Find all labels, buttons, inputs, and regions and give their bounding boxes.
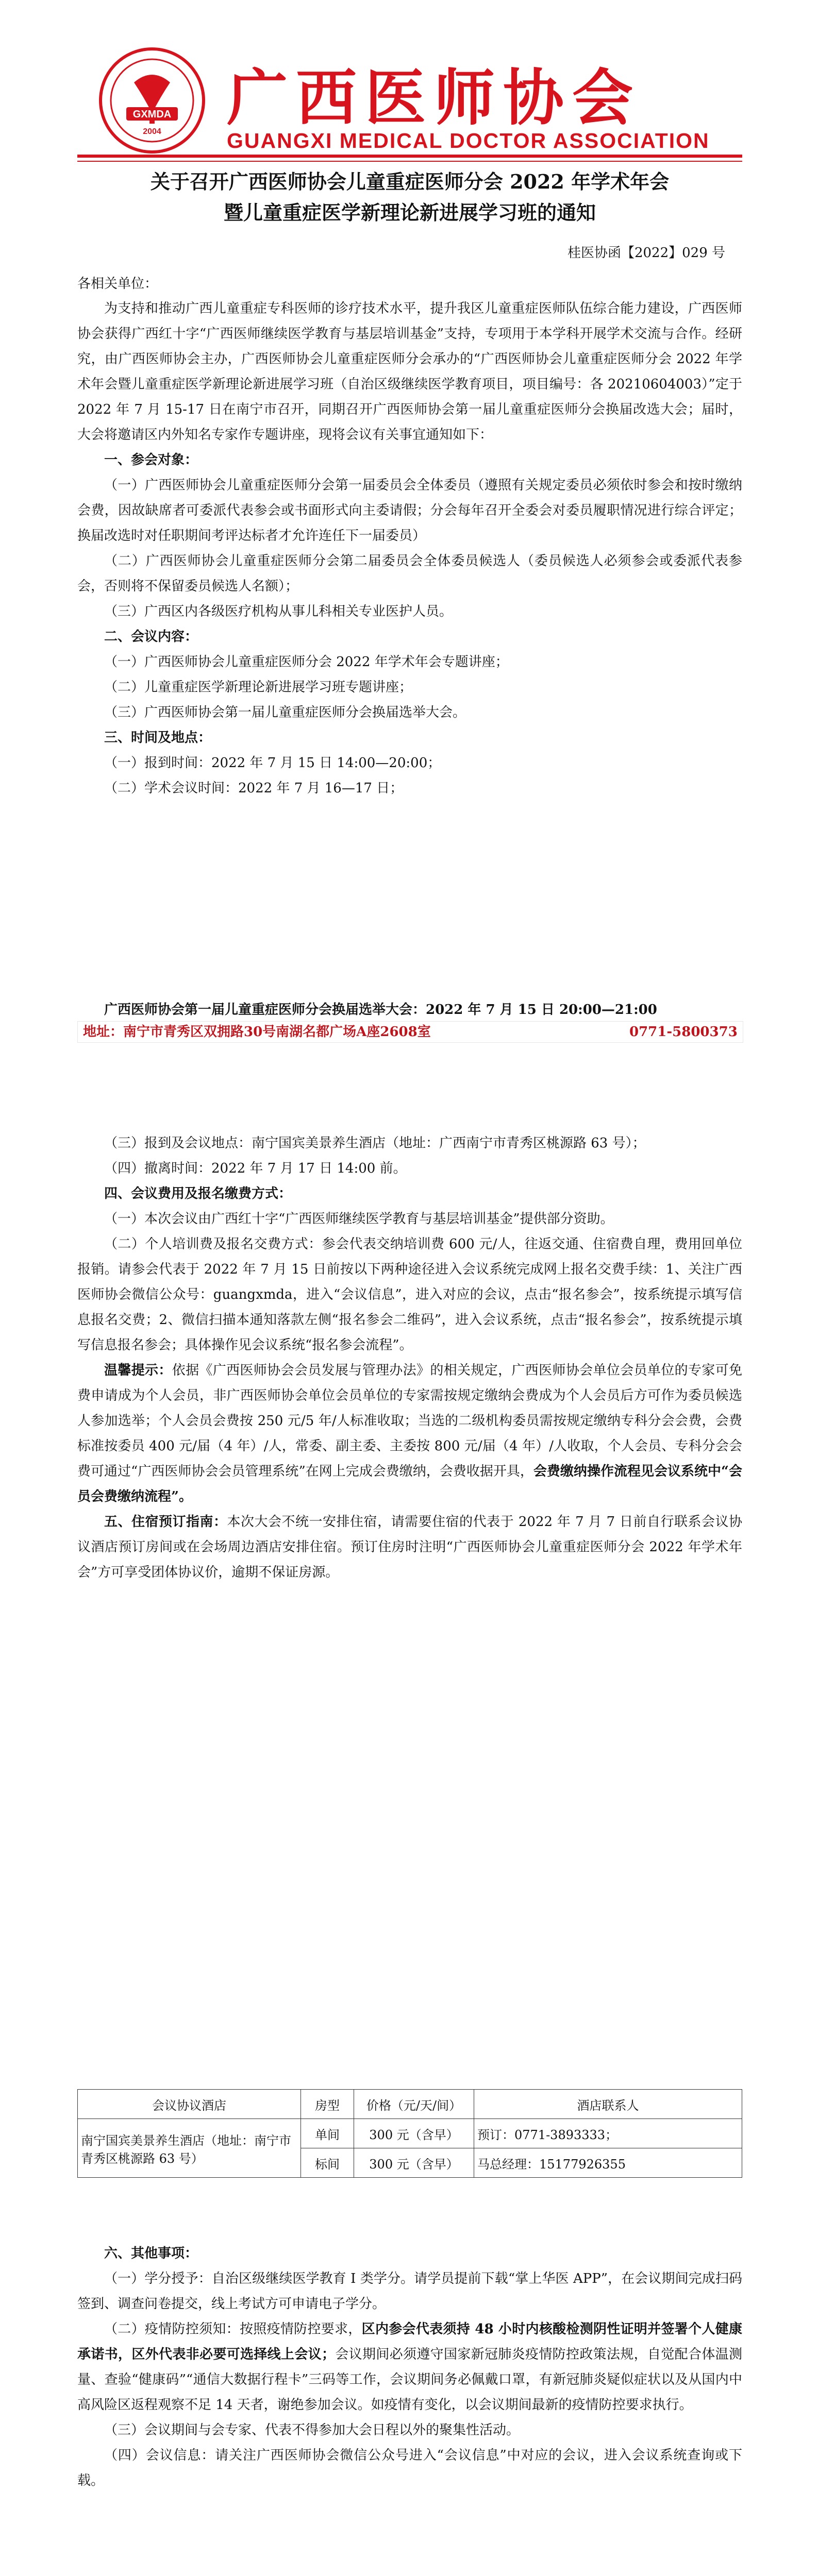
- price-cell: 300 元（含早）: [354, 2119, 474, 2148]
- attendee-item: （一）广西医师协会儿童重症医师分会第一届委员会全体委员（遵照有关规定委员必须依时参会和按时缴纳会费，因故缺席者可委派代表参会或书面形式向主委请假；分会每年召开全委会对委员履职情况进行综合评定；换届改选时对任职期间考评达标者才允许连任下一届委员）: [77, 478, 742, 544]
- credit-paragraph: （一）学分授予：自治区级继续医学教育 I 类学分。请学员提前下载“掌上华医 APP”，在会议期间完成扫码签到、调查问卷提交，线上考试方可申请电子学分。: [77, 2271, 742, 2312]
- table-header: 会议协议酒店: [78, 2090, 301, 2119]
- room-type-cell: 标间: [301, 2148, 354, 2178]
- title-line-2: 暨儿童重症医学新理论新进展学习班的通知: [223, 201, 596, 224]
- org-name-cn: 广西医师协会: [227, 62, 642, 133]
- section-heading-time-place: 三、时间及地点：: [104, 730, 212, 745]
- place-item: （三）报到及会议地点：南宁国宾美景养生酒店（地址：广西南宁市青秀区桃源路 63 号）；: [104, 1136, 646, 1151]
- election-phone: 0771-5800373: [629, 1024, 738, 1040]
- section-heading-attendees: 一、参会对象：: [104, 452, 198, 468]
- contact-cell: 马总经理：15177926355: [474, 2148, 742, 2178]
- warm-tip-paragraph: [77, 1358, 742, 1510]
- epidemic-bold: 区内参会代表须持 48 小时内核酸检测阴性证明并签署个人健康承诺书，区外代表非必要可选择线上会议；: [77, 2321, 742, 2362]
- hotel-table: [77, 2089, 742, 2178]
- attendee-item: （二）广西医师协会儿童重症医师分会第二届委员会全体委员候选人（委员候选人必须参会或委派代表参会，否则将不保留委员候选人名额）；: [77, 553, 742, 594]
- election-time: 广西医师协会第一届儿童重症医师分会换届选举大会：2022 年 7 月 15 日 20:00—21:00: [104, 1002, 657, 1018]
- table-header: 酒店联系人: [474, 2090, 742, 2119]
- fee-paragraph-2-text: （二）个人培训费及报名交费方式：参会代表交纳培训费 600 元/人，往返交通、住宿费自理，费用回单位报销。请参会代表于 2022 年 7 月 15 日前按以下两种途径进入会议系统完成网上报名交费手续：1、关注广西医师协会微信公众号：guangxmda，进入“会议信息”，进入对应的会议，点击“报名参会”，按系统提示填写信息报名交费；2、微信扫描本通知落款左侧“报名参会二维码”，进入会议系统，点击“报名参会”，按系统提示填写信息报名参会；具体操作见会议系统“报名参会流程”。: [77, 1236, 742, 1353]
- warm-tip-bold: 会费缴纳操作流程见会议系统中“会员会费缴纳流程”。: [77, 1464, 742, 1504]
- content-item: （二）儿童重症医学新理论新进展学习班专题讲座；: [104, 680, 413, 695]
- header-rule-thin: [77, 161, 742, 162]
- header-rule-thick: [77, 155, 742, 158]
- epidemic-text-a: （二）疫情防控须知：按照疫情防控要求，: [104, 2321, 362, 2337]
- salutation: 各相关单位：: [77, 276, 158, 292]
- place-item: （四）撤离时间：2022 年 7 月 17 日 14:00 前。: [104, 1161, 407, 1176]
- other-paragraph-3: （三）会议期间与会专家、代表不得参加大会日程以外的聚集性活动。: [104, 2422, 520, 2438]
- table-header: 价格（元/天/间）: [354, 2090, 474, 2119]
- section-heading-other: 六、其他事项：: [104, 2246, 198, 2261]
- section-heading-content: 二、会议内容：: [104, 629, 198, 645]
- election-address-bar: [77, 1021, 743, 1043]
- table-header-row: [78, 2090, 742, 2119]
- body-section-3: [77, 2241, 742, 2494]
- warm-tip-label: 温馨提示：: [104, 1363, 172, 1378]
- association-logo-icon: [98, 46, 206, 155]
- lodging-paragraph: [77, 1510, 742, 1585]
- section-heading-fees: 四、会议费用及报名缴费方式：: [104, 1186, 292, 1201]
- content-item: （一）广西医师协会儿童重症医师分会 2022 年学术年会专题讲座；: [104, 654, 509, 670]
- table-row: [78, 2119, 742, 2148]
- election-address: 地址：南宁市青秀区双拥路30号南湖名都广场A座2608室: [83, 1024, 431, 1040]
- lodging-text: 本次大会不统一安排住宿，请需要住宿的代表于 2022 年 7 月 7 日前自行联系会议协议酒店预订房间或在会场周边酒店安排住宿。预订住房时注明“广西医师协会儿童重症医师分会 2022 年学术年会”方可享受团体协议价，逾期不保证房源。: [77, 1514, 742, 1580]
- body-section-1: [77, 296, 742, 801]
- other-paragraph-4: （四）会议信息：请关注广西医师协会微信公众号进入“会议信息”中对应的会议，进入会议系统查询或下载。: [77, 2448, 742, 2488]
- intro-paragraph: 为支持和推动广西儿童重症专科医师的诊疗技术水平，提升我区儿童重症医师队伍综合能力建设，广西医师协会获得广西红十字“广西医师继续医学教育与基层培训基金”支持，专项用于本学科开展学术交流与合作。经研究，由广西医师协会主办，广西医师协会儿童重症医师分会承办的“广西医师协会儿童重症医师分会 2022 年学术年会暨儿童重症医学新理论新进展学习班（自治区级继续医学教育项目，项目编号：各 20210604003）”定于 2022 年 7 月 15-17 日在南宁市召开，同期召开广西医师协会第一届儿童重症医师分会换届改选大会；届时，大会将邀请区内外知名专家作专题讲座，现将会议有关事宜通知如下：: [77, 301, 742, 443]
- fee-paragraph-1: （一）本次会议由广西红十字“广西医师继续医学教育与基层培训基金”提供部分资助。: [104, 1211, 614, 1227]
- content-item: （三）广西医师协会第一届儿童重症医师分会换届选举大会。: [104, 705, 466, 720]
- election-notice: [77, 999, 742, 1044]
- contact-cell: 预订：0771-3893333；: [474, 2119, 742, 2148]
- time-item: （一）报到时间：2022 年 7 月 15 日 14:00—20:00；: [104, 755, 441, 771]
- logo-text: GXMDA: [132, 109, 172, 120]
- attendee-item: （三）广西区内各级医疗机构从事儿科相关专业医护人员。: [104, 604, 453, 619]
- org-name-en: GUANGXI MEDICAL DOCTOR ASSOCIATION: [227, 129, 710, 152]
- hotel-name-cell: 南宁国宾美景养生酒店（地址：南宁市青秀区桃源路 63 号）: [78, 2119, 301, 2178]
- body-section-2: [77, 1131, 742, 1585]
- price-cell: 300 元（含早）: [354, 2148, 474, 2178]
- letterhead: [0, 21, 818, 155]
- logo-year: 2004: [143, 127, 161, 136]
- document-number: 桂医协函【2022】029 号: [567, 245, 725, 261]
- table-header: 房型: [301, 2090, 354, 2119]
- room-type-cell: 单间: [301, 2119, 354, 2148]
- epidemic-paragraph: [77, 2317, 742, 2418]
- fee-paragraph-2: [77, 1232, 742, 1358]
- time-item: （二）学术会议时间：2022 年 7 月 16—17 日；: [104, 781, 404, 796]
- warm-tip-text: 依据《广西医师协会会员发展与管理办法》的相关规定，广西医师协会单位会员单位的专家可免费申请成为个人会员，非广西医师协会单位会员单位的专家需按规定缴纳会费成为个人会员后方可作为委员候选人参加选举；个人会员会费按 250 元/5 年/人标准收取；当选的二级机构委员需按规定缴纳专科分会会费，会费标准按委员 400 元/届（4 年）/人，常委、副主委、主委按 800 元/届（4 年）/人收取，个人会员、专科分会会费可通过“广西医师协会会员管理系统”在网上完成会费缴纳，会费收据开具，: [77, 1363, 742, 1479]
- lodging-label: 五、住宿预订指南：: [104, 1514, 227, 1530]
- epidemic-text-b: 会议期间必须遵守国家新冠肺炎疫情防控政策法规，自觉配合体温测量、查验“健康码”“通信大数据行程卡”三码等工作，会议期间务必佩戴口罩，有新冠肺炎疑似症状以及从国内中高风险区返程观察不足 14 天者，谢绝参加会议。如疫情有变化，以会议期间最新的疫情防控要求执行。: [77, 2347, 742, 2413]
- title-line-1: 关于召开广西医师协会儿童重症医师分会 2022 年学术年会: [150, 170, 670, 193]
